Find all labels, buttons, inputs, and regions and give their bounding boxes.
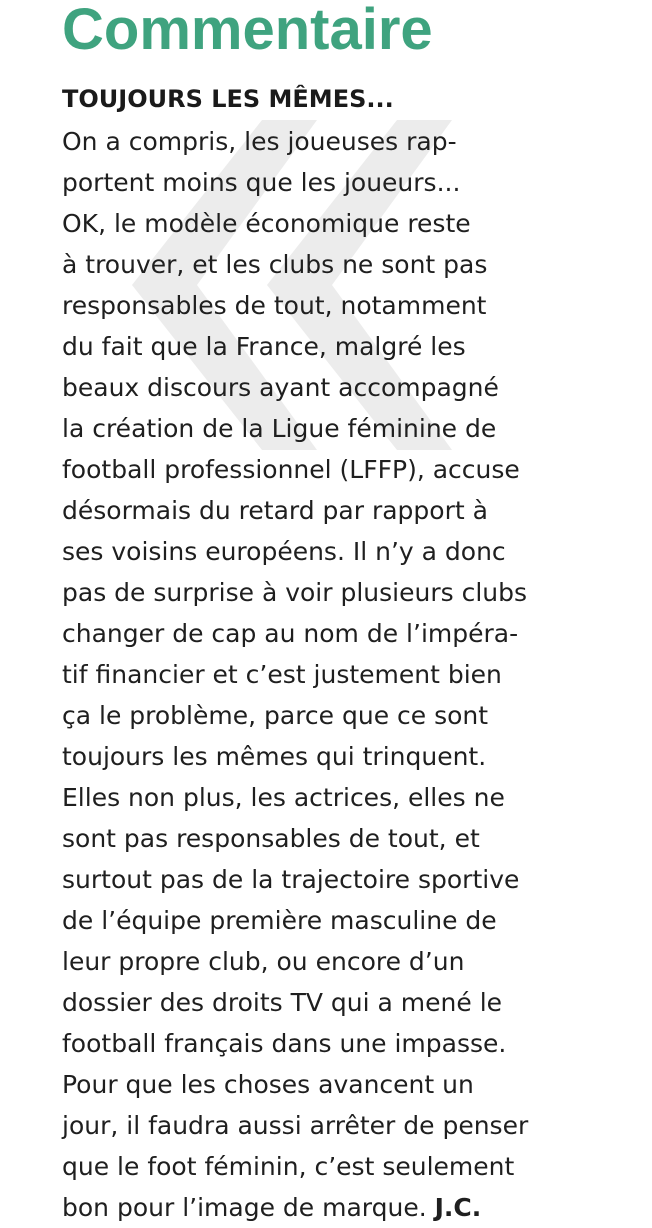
body-line: ça le problème, parce que ce sont (62, 701, 489, 730)
body-line: dossier des droits TV qui a mené le (62, 988, 503, 1017)
body-line: de l’équipe première masculine de (62, 906, 497, 935)
body-line: toujours les mêmes qui trinquent. (62, 742, 487, 771)
body-line: responsables de tout, notamment (62, 291, 487, 320)
article-body (62, 121, 642, 1228)
body-line: tif financier et c’est justement bien (62, 660, 502, 689)
section-label: Commentaire (62, 0, 433, 62)
body-line: On a compris, les joueuses rap- (62, 127, 457, 156)
body-line: sont pas responsables de tout, et (62, 824, 480, 853)
body-line: désormais du retard par rapport à (62, 496, 488, 525)
body-line: jour, il faudra aussi arrêter de penser (62, 1111, 529, 1140)
body-line: leur propre club, ou encore d’un (62, 947, 465, 976)
last-line-text: bon pour l’image de marque. (62, 1193, 435, 1222)
author-signature: J.C. (434, 1193, 482, 1222)
body-line: football professionnel (LFFP), accuse (62, 455, 520, 484)
body-line: football français dans une impasse. (62, 1029, 507, 1058)
body-line: portent moins que les joueurs... (62, 168, 461, 197)
body-line: ses voisins européens. Il n’y a donc (62, 537, 506, 566)
body-line: OK, le modèle économique reste (62, 209, 471, 238)
body-line: que le foot féminin, c’est seulement (62, 1152, 515, 1181)
body-line: pas de surprise à voir plusieurs clubs (62, 578, 528, 607)
body-line: du fait que la France, malgré les (62, 332, 466, 361)
body-line: à trouver, et les clubs ne sont pas (62, 250, 488, 279)
body-line: beaux discours ayant accompagné (62, 373, 499, 402)
body-line: la création de la Ligue féminine de (62, 414, 497, 443)
body-line: Pour que les choses avancent un (62, 1070, 474, 1099)
article-headline: TOUJOURS LES MÊMES... (62, 85, 394, 113)
body-line-last (62, 1187, 642, 1228)
body-line: changer de cap au nom de l’impéra- (62, 619, 519, 648)
body-line: surtout pas de la trajectoire sportive (62, 865, 520, 894)
body-line: Elles non plus, les actrices, elles ne (62, 783, 505, 812)
